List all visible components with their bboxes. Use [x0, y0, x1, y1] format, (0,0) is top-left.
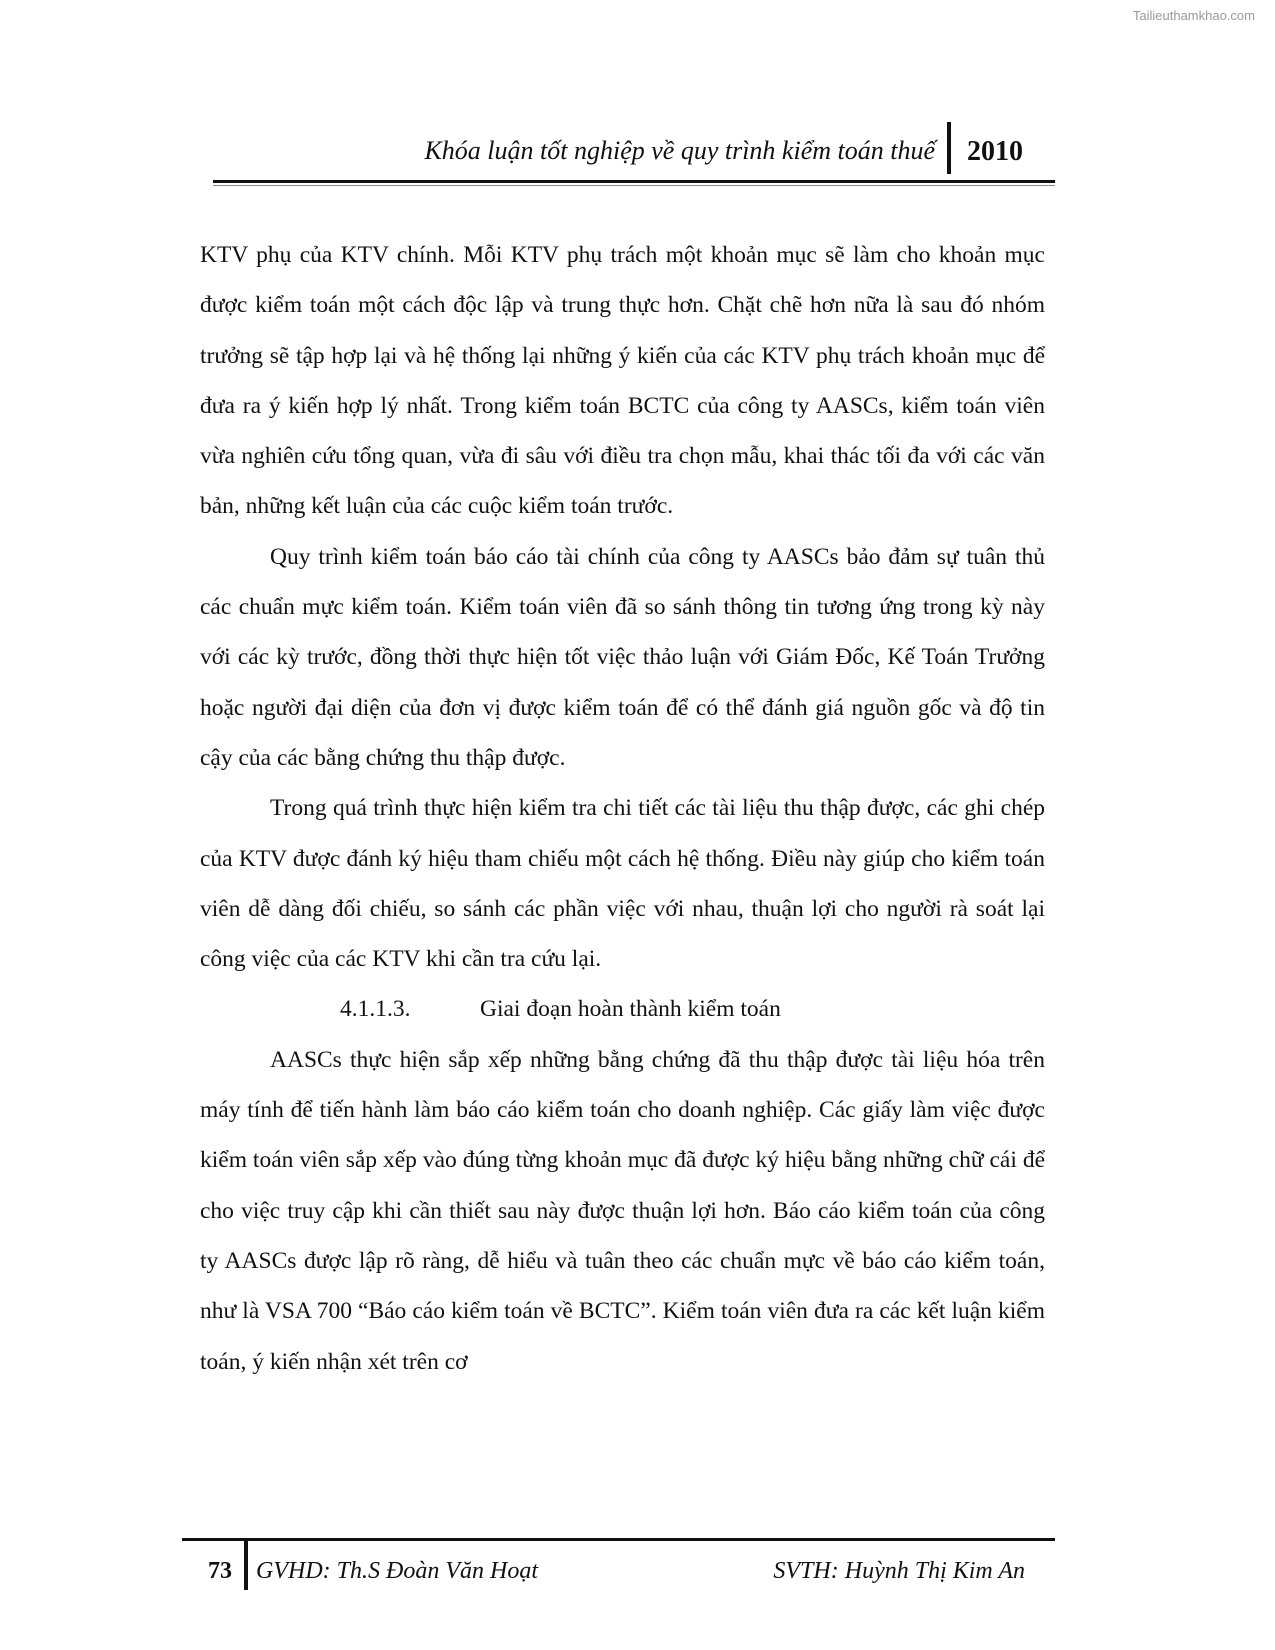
page-number: 73: [208, 1558, 232, 1584]
paragraph: Trong quá trình thực hiện kiểm tra chi tiết các tài liệu thu thập được, các ghi chép của KTV được đánh ký hiệu tham chiếu một cách hệ thống. Điều này giúp cho kiểm toán viên dễ dàng đối chiếu, so sánh các phần việc với nhau, thuận lợi cho người rà soát lại công việc của các KTV khi cần tra cứu lại.: [200, 795, 1045, 973]
header-year: 2010: [967, 136, 1023, 167]
page-footer: [182, 1558, 1055, 1598]
footer-student: SVTH: Huỳnh Thị Kim An: [773, 1558, 1025, 1584]
section-number: 4.1.1.3.: [340, 996, 411, 1023]
page-header: [185, 132, 1055, 172]
watermark: Tailieuthamkhao.com: [1132, 8, 1255, 23]
footer-advisor: GVHD: Th.S Đoàn Văn Hoạt: [256, 1558, 538, 1584]
header-divider: [947, 122, 951, 174]
header-title: Khóa luận tốt nghiệp về quy trình kiểm toán thuế: [424, 136, 935, 165]
footer-rule: [182, 1538, 1055, 1541]
section-heading: [200, 984, 1045, 1034]
header-rule-thin: [213, 185, 1055, 186]
header-rule: [213, 180, 1055, 183]
footer-divider: [244, 1540, 248, 1590]
paragraph: KTV phụ của KTV chính. Mỗi KTV phụ trách một khoản mục sẽ làm cho khoản mục được kiểm toán một cách độc lập và trung thực hơn. Chặt chẽ hơn nữa là sau đó nhóm trưởng sẽ tập hợp lại và hệ thống lại những ý kiến của các KTV phụ trách khoản mục để đưa ra ý kiến hợp lý nhất. Trong kiểm toán BCTC của công ty AASCs, kiểm toán viên vừa nghiên cứu tổng quan, vừa đi sâu với điều tra chọn mẫu, khai thác tối đa với các văn bản, những kết luận của các cuộc kiểm toán trước.: [200, 242, 1045, 520]
page-body: [200, 230, 1045, 1387]
paragraph: Quy trình kiểm toán báo cáo tài chính của công ty AASCs bảo đảm sự tuân thủ các chuẩn mực kiểm toán. Kiểm toán viên đã so sánh thông tin tương ứng trong kỳ này với các kỳ trước, đồng thời thực hiện tốt việc thảo luận với Giám Đốc, Kế Toán Trưởng hoặc người đại diện của đơn vị được kiểm toán để có thể đánh giá nguồn gốc và độ tin cậy của các bằng chứng thu thập được.: [200, 543, 1045, 771]
section-title: Giai đoạn hoàn thành kiểm toán: [480, 996, 781, 1023]
paragraph: AASCs thực hiện sắp xếp những bằng chứng đã thu thập được tài liệu hóa trên máy tính để tiến hành làm báo cáo kiểm toán cho doanh nghiệp. Các giấy làm việc được kiểm toán viên sắp xếp vào đúng từng khoản mục đã được ký hiệu bằng những chữ cái để cho việc truy cập khi cần thiết sau này được thuận lợi hơn. Báo cáo kiểm toán của công ty AASCs được lập rõ ràng, dễ hiểu và tuân theo các chuẩn mực về báo cáo kiểm toán, như là VSA 700 “Báo cáo kiểm toán về BCTC”. Kiểm toán viên đưa ra các kết luận kiểm toán, ý kiến nhận xét trên cơ: [200, 1046, 1045, 1375]
